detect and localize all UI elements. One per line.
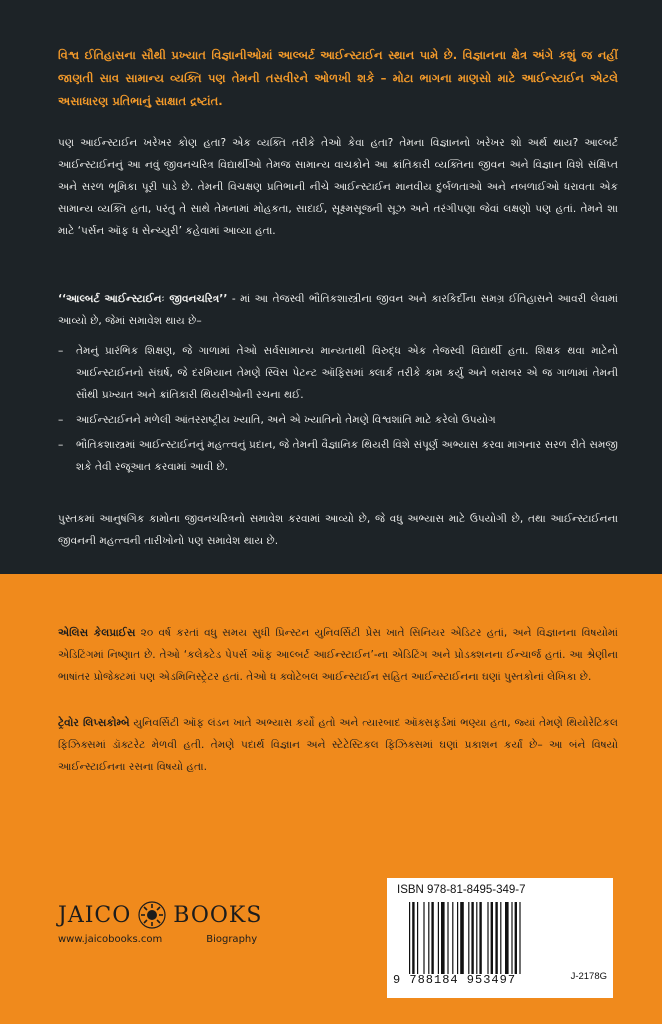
author1-bio-text: ૨૦ વર્ષ કરતાં વધુ સમય સુધી પ્રિન્સ્ટન યુનિવર્સિટી પ્રેસ ખાતે સિનિયર એડિટર હતાં, અને વિજ્ઞાનના વિષયોમાં એડિટિંગમાં નિષ્ણાત છે. તેઓ ‘કલેક્ટેડ પેપર્સ ઑફ આલ્બર્ટ આઈન્સ્ટાઈન’-ના એડિટિંગ અને પ્રોડક્શનના ઈન્ચાર્જ હતાં. આ શ્રેણીના ભાષાંતર પ્રોજેક્ટમાં પણ એડમિનિસ્ટ્રેટર હતાં. તેઓ ધ ક્વોટેબલ આઈન્સ્ટાઈન સહિત આઈન્સ્ટાઈનના ઘણાં પુસ્તકોનાં લેખિકા છે. — [58, 627, 618, 683]
product-code: J-2178G — [570, 971, 607, 982]
bullet-dash: – — [58, 345, 64, 357]
description-paragraph: પણ આઈન્સ્ટાઈન ખરેખર કોણ હતા? એક વ્યક્તિ તરીકે તેઓ કેવા હતા? તેમના વિજ્ઞાનનો ખરેખર શો અર્થ થાય? આલ્બર્ટ આઈન્સ્ટાઈનનું આ નવું જીવનચરિત્ર વિદ્યાર્થીઓ તેમજ સામાન્ય વાચકોને આ ક્રાંતિકારી વ્યક્તિના જીવન અને વિજ્ઞાન વિશે સંક્ષિપ્ત અને સરળ ભૂમિકા પૂરી પાડે છે. તેમની વિચક્ષણ પ્રતિભાની નીચે આઈન્સ્ટાઈન માનવીય દુર્બળતાઓ અને નબળાઈઓ ધરાવતા એક સામાન્ય વ્યક્તિ હતા, પરંતુ તે સાથે તેમનામાં મોહકતા, સાદાઈ, સૂક્ષ્મસૂજની સૂઝ અને તરંગીપણા જેવાં લક્ષણો પણ હતાં. તેમને શા માટે ‘પર્સન ઑફ ધ સેન્ચ્યુરી’ કહેવામાં આવ્યા હતા. — [58, 137, 618, 237]
sun-emblem-icon — [137, 900, 167, 930]
author2-bio — [58, 712, 618, 778]
publisher-block — [58, 900, 338, 960]
bullet-dash: – — [58, 414, 64, 426]
intro-highlight: વિશ્વ ઈતિહાસના સૌથી પ્રખ્યાત વિજ્ઞાનીઓમાં આલ્બર્ટ આઈન્સ્ટાઈન સ્થાન પામે છે. વિજ્ઞાનના ક્ષેત્ર અંગે કશું જ નહીં જાણતી સાવ સામાન્ય વ્યક્તિ પણ તેમની તસવીરને ઓળખી શકે – મોટા ભાગના માણસો માટે આઈન્સ્ટાઈન એટલે અસાધારણ પ્રતિભાનું સાક્ષાત દ્રષ્ટાંત. — [58, 48, 618, 108]
publisher-subline — [58, 934, 338, 945]
author1-bio — [58, 622, 618, 688]
publisher-name-right: BOOKS — [173, 902, 263, 928]
list-item-text: આઈન્સ્ટાઈનને મળેલી આંતરરાષ્ટ્રીય ખ્યાતિ, અને એ ખ્યાતિનો તેમણે વિશ્વશાંતિ માટે કરેલો ઉપયોગ — [76, 414, 496, 426]
appendix-paragraph: પુસ્તકમાં આનુષંગિક કામોના જીવનચરિત્રનો સમાવેશ કરવામાં આવ્યો છે, જે વધુ અભ્યાસ માટે ઉપયોગી છે, તથા આઈન્સ્ટાઈનના જીવનની મહત્ત્વની તારીખોનો પણ સમાવેશ થાય છે. — [58, 513, 618, 547]
isbn-label: ISBN 978-81-8495-349-7 — [397, 884, 526, 896]
book-title-quote: ‘‘આલ્બર્ટ આઈન્સ્ટાઈનઃ જીવનચરિત્ર’’ — [58, 293, 228, 305]
author1-name: એલિસ કેલપ્રાઈસ — [58, 627, 136, 639]
author2-name: ટ્રેવોર લિપ્સકોમ્બે — [58, 717, 130, 729]
list-item — [58, 434, 618, 478]
publisher-name-left: JAICO — [58, 902, 132, 928]
publisher-logo — [58, 900, 338, 930]
contents-intro-text: - માં આ તેજસ્વી ભૌતિકશાસ્ત્રીના જીવન અને કારકિર્દીના સમગ્ર ઈતિહાસને આવરી લેવામાં આવ્યો છે, જેમાં સમાવેશ થાય છે– — [58, 293, 618, 327]
barcode-bars — [407, 902, 567, 974]
bullet-dash: – — [58, 439, 64, 451]
barcode-number: 9 788184 953497 — [393, 973, 517, 987]
list-item — [58, 340, 618, 406]
list-item-text: તેમનું પ્રારંભિક શિક્ષણ, જે ગાળામાં તેઓ સર્વસામાન્ય માન્યતાથી વિરુદ્ધ એક તેજસ્વી વિદ્યાર્થી હતા. શિક્ષક થવા માટેનો આઈન્સ્ટાઈનનો સંઘર્ષ, જે દરમિયાન તેમણે સ્વિસ પેટન્ટ ઑફિસમાં ક્લાર્ક તરીકે કામ કર્યું અને બરાબર એ જ ગાળામાં તેમની સૌથી પ્રખ્યાત અને ક્રાંતિકારી થિયરીઓની રચના થઈ. — [76, 345, 618, 401]
list-item — [58, 409, 618, 431]
contents-list — [58, 340, 618, 481]
author2-bio-text: યુનિવર્સિટી ઑફ લંડન ખાતે અભ્યાસ કર્યો હતો અને ત્યારબાદ ઑક્સફર્ડમાં ભણ્યા હતા, જ્યાં તેમણે થિયોરેટિકલ ફિઝિક્સમાં ડૉક્ટરેટ મેળવી હતી. તેમણે પદાર્થ વિજ્ઞાન અને સ્ટેટેસ્ટિકલ ફિઝિક્સમાં ઘણાં પ્રકાશન કર્યાં છે– આ બંને વિષયો આઈન્સ્ટાઈનના રસના વિષયો હતા. — [58, 717, 618, 773]
list-item-text: ભૌતિકશાસ્ત્રમાં આઈન્સ્ટાઈનનું મહત્ત્વનું પ્રદાન, જે તેમની વૈજ્ઞાનિક થિયરી વિશે સંપૂર્ણ અભ્યાસ કરવા માગનાર સરળ રીતે સમજી શકે તેવી રજૂઆત કરવામાં આવી છે. — [76, 439, 618, 473]
barcode-box — [387, 878, 613, 998]
contents-intro-paragraph — [58, 288, 618, 332]
publisher-website: www.jaicobooks.com — [58, 934, 163, 945]
book-category: Biography — [206, 934, 258, 945]
